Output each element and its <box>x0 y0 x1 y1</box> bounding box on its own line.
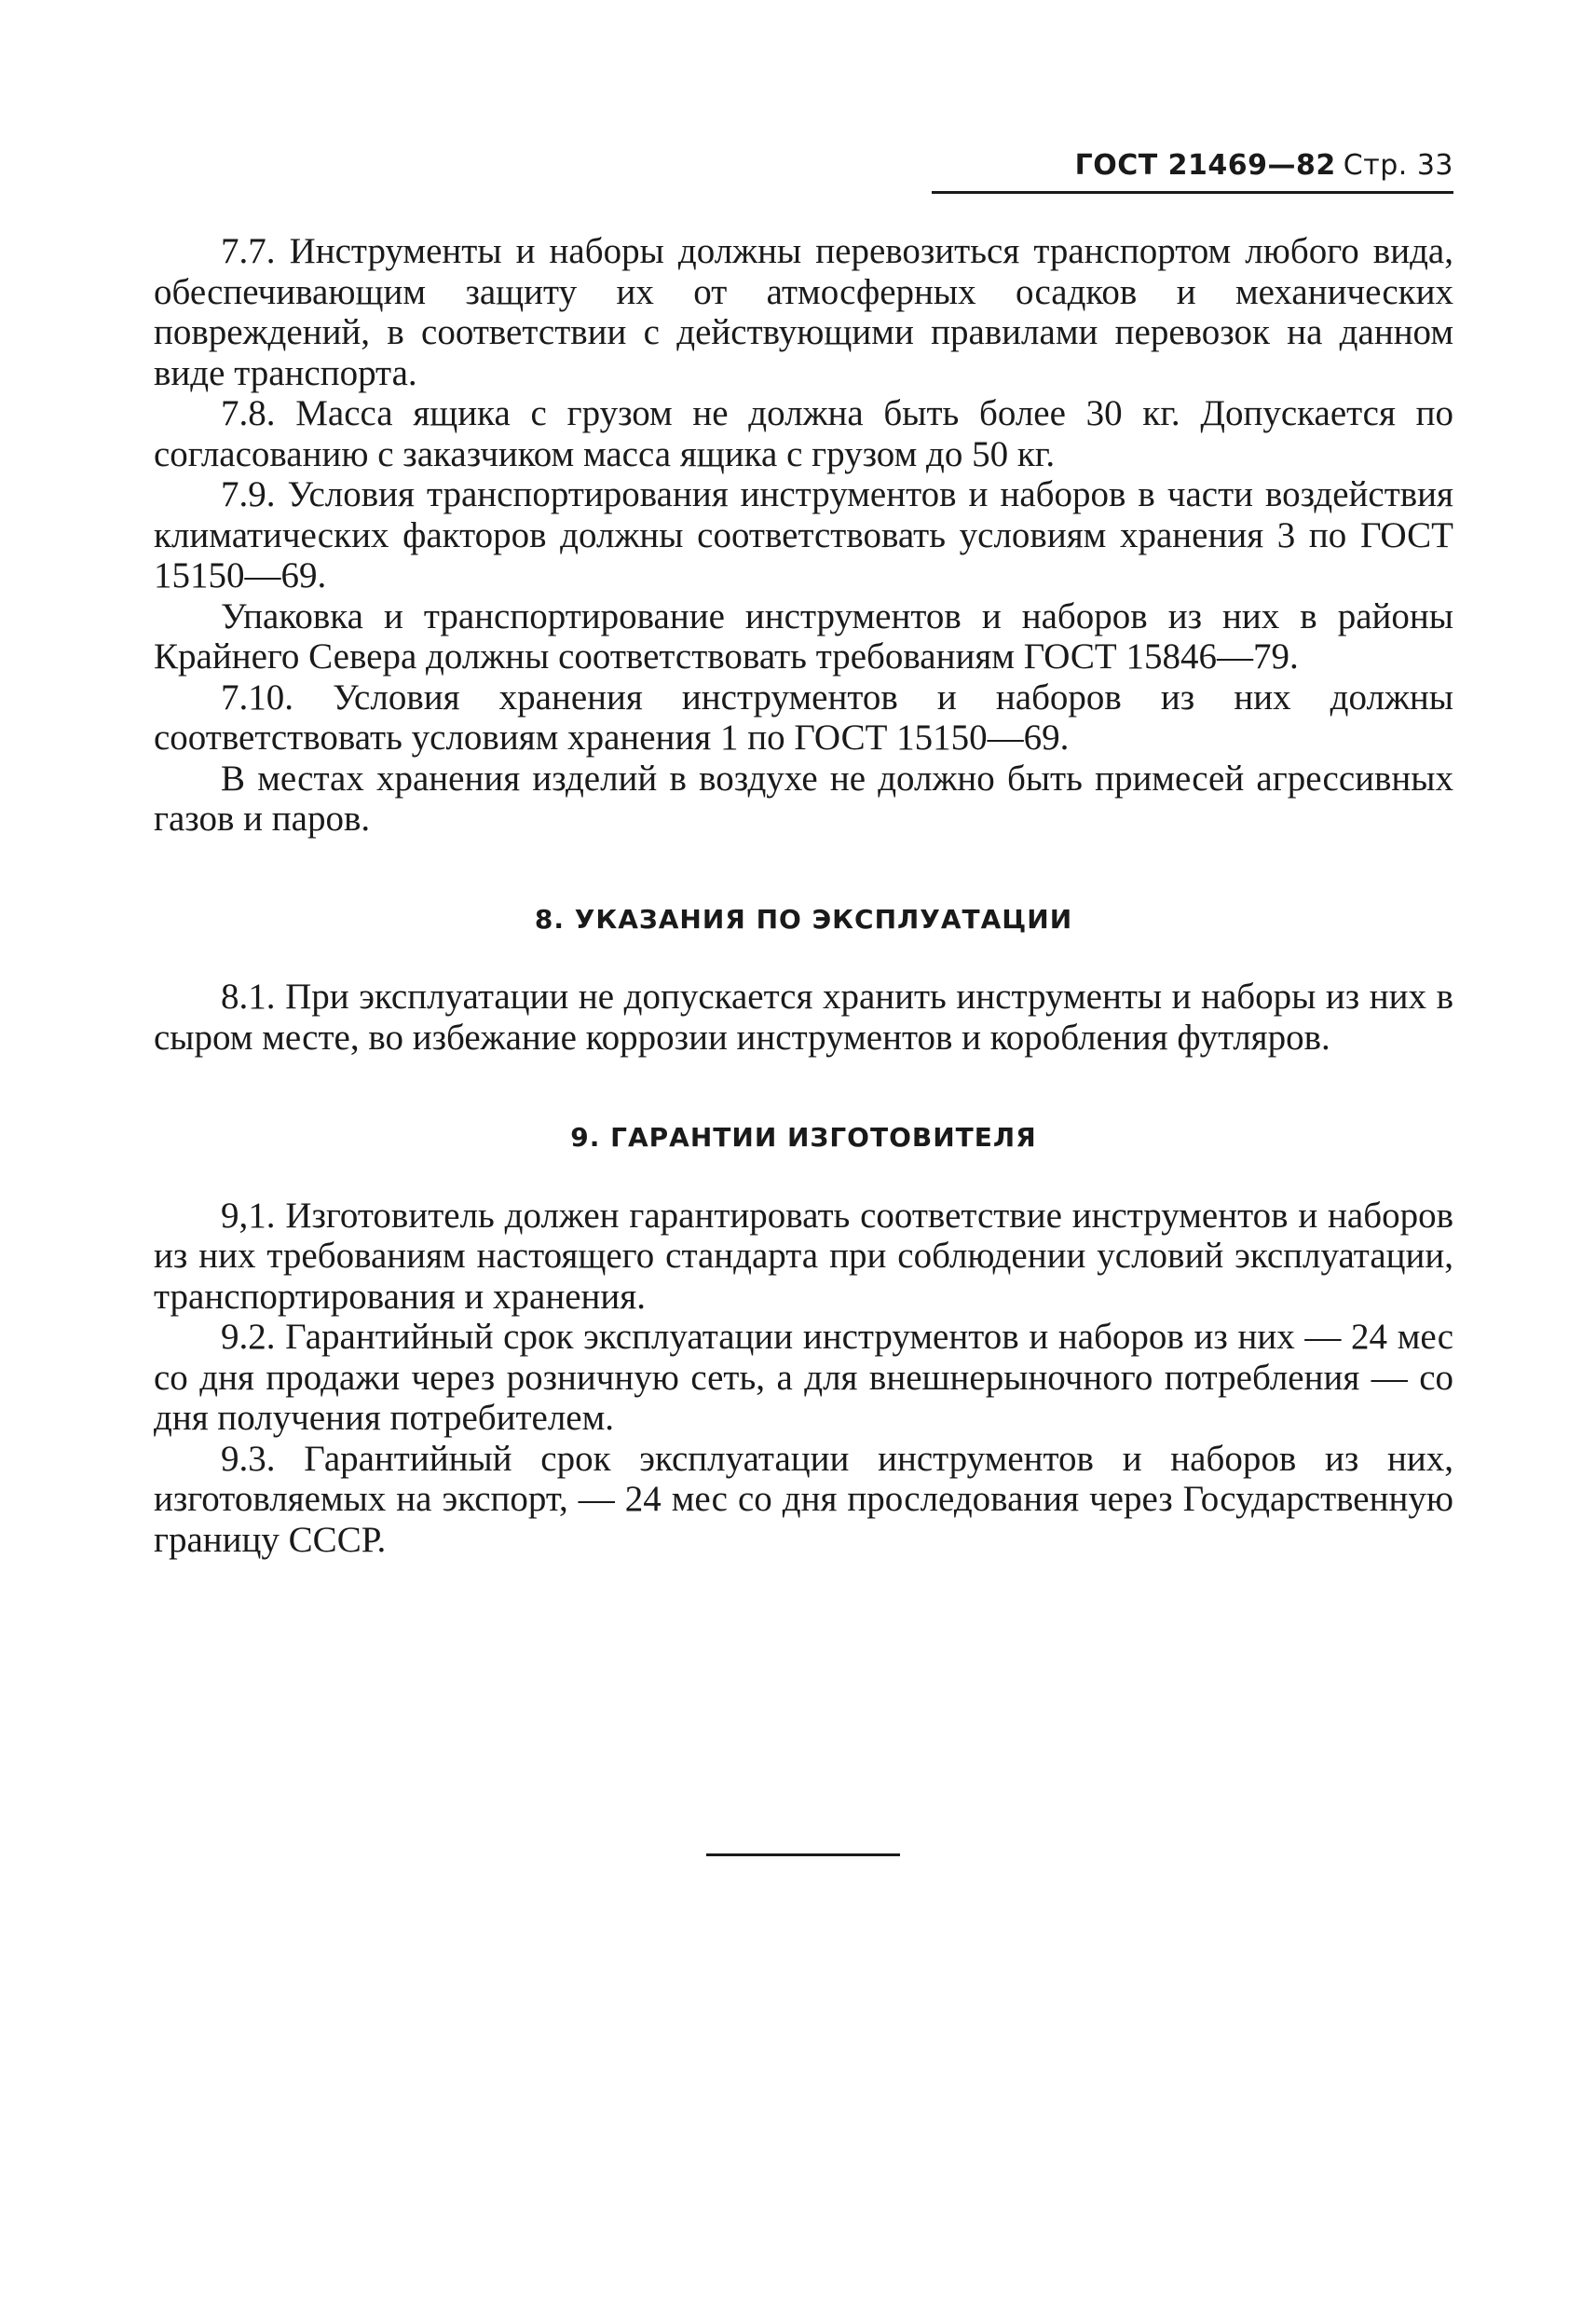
running-header <box>932 149 1453 194</box>
paragraph-7-10: 7.10. Условия хранения инструментов и наборов из них должны соответствовать условиям хранения 1 по ГОСТ 15150—69. <box>154 677 1453 758</box>
paragraph-7-9: 7.9. Условия транспортирования инструментов и наборов в части воздействия климатических факторов должны соответствовать условиям хранения 3 по ГОСТ 15150—69. <box>154 474 1453 595</box>
paragraph-9-2: 9.2. Гарантийный срок эксплуатации инструментов и наборов из них — 24 мес со дня продажи через розничную сеть, а для внешнерыночного потребления — со дня получения потребителем. <box>154 1317 1453 1438</box>
section-8-title: 8. УКАЗАНИЯ ПО ЭКСПЛУАТАЦИИ <box>534 903 1073 935</box>
end-rule <box>706 1853 900 1856</box>
page-number: Стр. 33 <box>1343 149 1453 182</box>
paragraph-7-8: 7.8. Масса ящика с грузом не должна быть более 30 кг. Допускается по согласованию с заказчиком масса ящика с грузом до 50 кг. <box>154 393 1453 474</box>
paragraph-storage-air: В местах хранения изделий в воздухе не должно быть примесей агрессивных газов и паров. <box>154 758 1453 839</box>
paragraph-7-7: 7.7. Инструменты и наборы должны перевозиться транспортом любого вида, обеспечивающим защиту их от атмосферных осадков и механических повреждений, в соответствии с действующими правилами перевозок на данном виде транспорта. <box>154 231 1453 393</box>
standard-code: ГОСТ 21469—82 <box>1074 149 1336 182</box>
section-9-title: 9. ГАРАНТИИ ИЗГОТОВИТЕЛЯ <box>570 1122 1037 1153</box>
paragraph-8-1: 8.1. При эксплуатации не допускается хранить инструменты и наборы из них в сыром месте, во избежание коррозии инструментов и коробления футляров. <box>154 977 1453 1058</box>
paragraph-packaging: Упаковка и транспортирование инструментов и наборов из них в районы Крайнего Севера должны соответствовать требованиям ГОСТ 15846—79. <box>154 595 1453 677</box>
paragraph-9-3: 9.3. Гарантийный срок эксплуатации инструментов и наборов из них, изготовляемых на экспорт, — 24 мес со дня проследования через Государственную границу СССР. <box>154 1438 1453 1560</box>
document-body <box>154 231 1453 1560</box>
paragraph-9-1: 9,1. Изготовитель должен гарантировать соответствие инструментов и наборов из них требованиям настоящего стандарта при соблюдении условий эксплуатации, транспортирования и хранения. <box>154 1195 1453 1317</box>
